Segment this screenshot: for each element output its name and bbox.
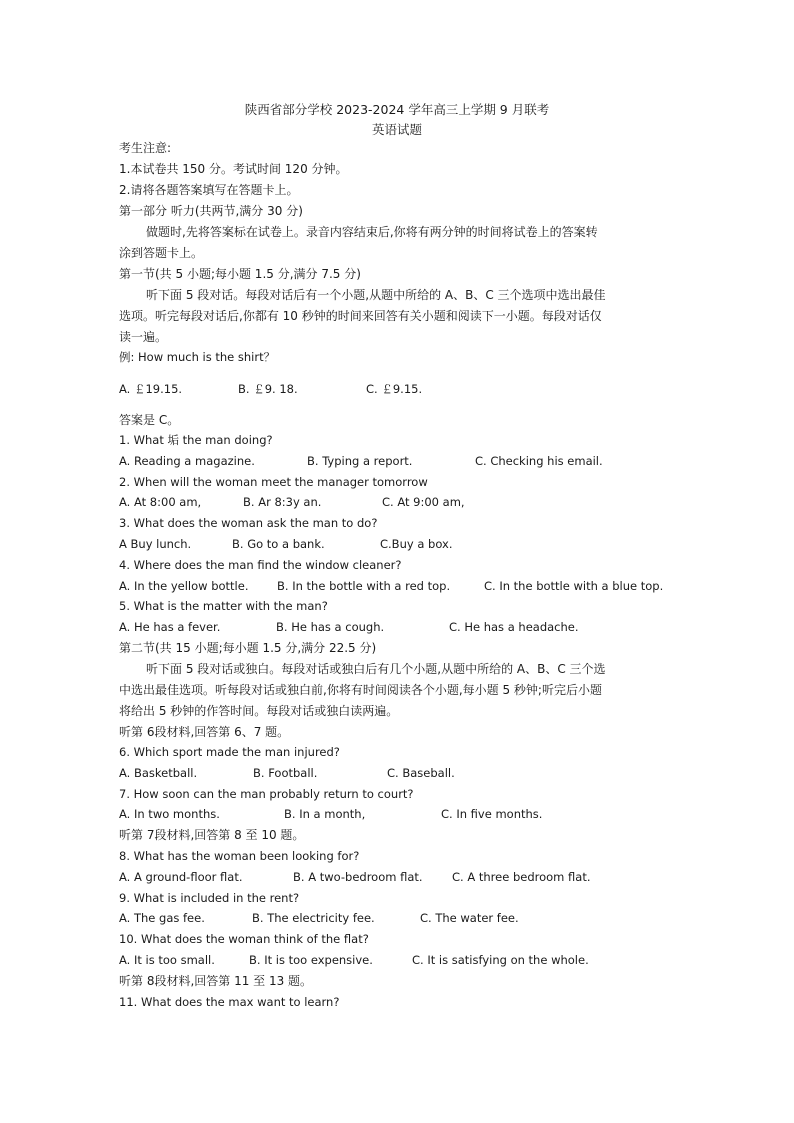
option-a: A. Basketball. (119, 766, 198, 780)
question-text: 1. What 垢 the man doing? (119, 433, 273, 447)
part1-heading: 第一部分 听力(共两节,满分 30 分) (119, 204, 303, 218)
option-b: B. In a month, (284, 807, 366, 821)
question-text: 6. Which sport made the man injured? (119, 745, 340, 759)
question-text: 9. What is included in the rent? (119, 891, 300, 905)
option-b: B. Go to a bank. (232, 537, 325, 551)
option-b: B. He has a cough. (276, 620, 385, 634)
question-text: 11. What does the max want to learn? (119, 995, 340, 1009)
exam-title: 陕西省部分学校 2023-2024 学年高三上学期 9 月联考 (244, 102, 550, 117)
question-text: 5. What is the matter with the man? (119, 599, 328, 613)
example-option-b: B. ￡9. 18. (238, 382, 298, 396)
option-a: A. It is too small. (119, 953, 215, 967)
option-b: B. The electricity fee. (252, 911, 375, 925)
option-a: A. In two months. (119, 807, 220, 821)
note-item: 2.请将各题答案填写在答题卡上。 (119, 183, 299, 197)
notes-heading: 考生注意: (119, 141, 172, 155)
question-text: 7. How soon can the man probably return to court? (119, 787, 414, 801)
section1-instruction-line: 选项。听完每段对话后,你都有 10 秒钟的时间来回答有关小题和阅读下一小题。每段对话仅 (119, 309, 602, 323)
example-option-c: C. ￡9.15. (366, 382, 423, 396)
part1-intro-line: 涂到答题卡上。 (119, 246, 204, 260)
option-c: C. Checking his email. (475, 454, 603, 468)
option-a: A Buy lunch. (119, 537, 192, 551)
material-heading: 听第 8段材料,回答第 11 至 13 题。 (119, 974, 313, 988)
section1-heading: 第一节(共 5 小题;每小题 1.5 分,满分 7.5 分) (119, 267, 361, 281)
note-item: 1.本试卷共 150 分。考试时间 120 分钟。 (119, 162, 348, 176)
option-a: A. In the yellow bottle. (119, 579, 249, 593)
part1-intro-line: 做题时,先将答案标在试卷上。录音内容结束后,你将有两分钟的时间将试卷上的答案转 (146, 225, 598, 239)
option-c: C. He has a headache. (449, 620, 579, 634)
option-a: A. Reading a magazine. (119, 454, 255, 468)
option-b: B. Typing a report. (307, 454, 413, 468)
option-b: B. A two-bedroom flat. (293, 870, 423, 884)
option-b: B. In the bottle with a red top. (277, 579, 451, 593)
question-text: 8. What has the woman been looking for? (119, 849, 360, 863)
section2-instruction-line: 将给出 5 秒钟的作答时间。每段对话或独白读两遍。 (119, 704, 399, 718)
section1-instruction-line: 听下面 5 段对话。每段对话后有一个小题,从题中所给的 A、B、C 三个选项中选出最佳 (146, 288, 606, 302)
question-text: 3. What does the woman ask the man to do? (119, 516, 378, 530)
section2-instruction-line: 听下面 5 段对话或独白。每段对话或独白后有几个小题,从题中所给的 A、B、C 三个选 (146, 662, 606, 676)
option-c: C. At 9:00 am, (382, 495, 465, 509)
example-option-a: A. ￡19.15. (119, 382, 183, 396)
question-text: 4. Where does the man find the window cleaner? (119, 558, 402, 572)
option-a: A. He has a fever. (119, 620, 221, 634)
option-c: C. It is satisfying on the whole. (412, 953, 589, 967)
material-heading: 听第 7段材料,回答第 8 至 10 题。 (119, 828, 305, 842)
option-b: B. Ar 8:3y an. (243, 495, 322, 509)
option-c: C.Buy a box. (380, 537, 453, 551)
example-question: 例: How much is the shirt？ (119, 350, 276, 364)
option-c: C. The water fee. (420, 911, 519, 925)
option-a: A. A ground-floor flat. (119, 870, 243, 884)
exam-subtitle: 英语试题 (371, 122, 422, 137)
option-b: B. Football. (253, 766, 318, 780)
example-answer: 答案是 C。 (119, 413, 180, 427)
section2-instruction-line: 中选出最佳选项。听每段对话或独白前,你将有时间阅读各个小题,每小题 5 秒钟;听完后小题 (119, 683, 602, 697)
section2-heading: 第二节(共 15 小题;每小题 1.5 分,满分 22.5 分) (119, 641, 377, 655)
question-text: 2. When will the woman meet the manager tomorrow (119, 475, 428, 489)
section1-instruction-line: 读一遍。 (119, 330, 168, 344)
option-a: A. The gas fee. (119, 911, 205, 925)
option-c: C. In the bottle with a blue top. (484, 579, 664, 593)
option-c: C. In five months. (441, 807, 543, 821)
option-a: A. At 8:00 am, (119, 495, 202, 509)
option-c: C. Baseball. (387, 766, 455, 780)
option-b: B. It is too expensive. (249, 953, 373, 967)
option-c: C. A three bedroom flat. (452, 870, 591, 884)
question-text: 10. What does the woman think of the flat? (119, 932, 369, 946)
material-heading: 听第 6段材料,回答第 6、7 题。 (119, 725, 290, 739)
